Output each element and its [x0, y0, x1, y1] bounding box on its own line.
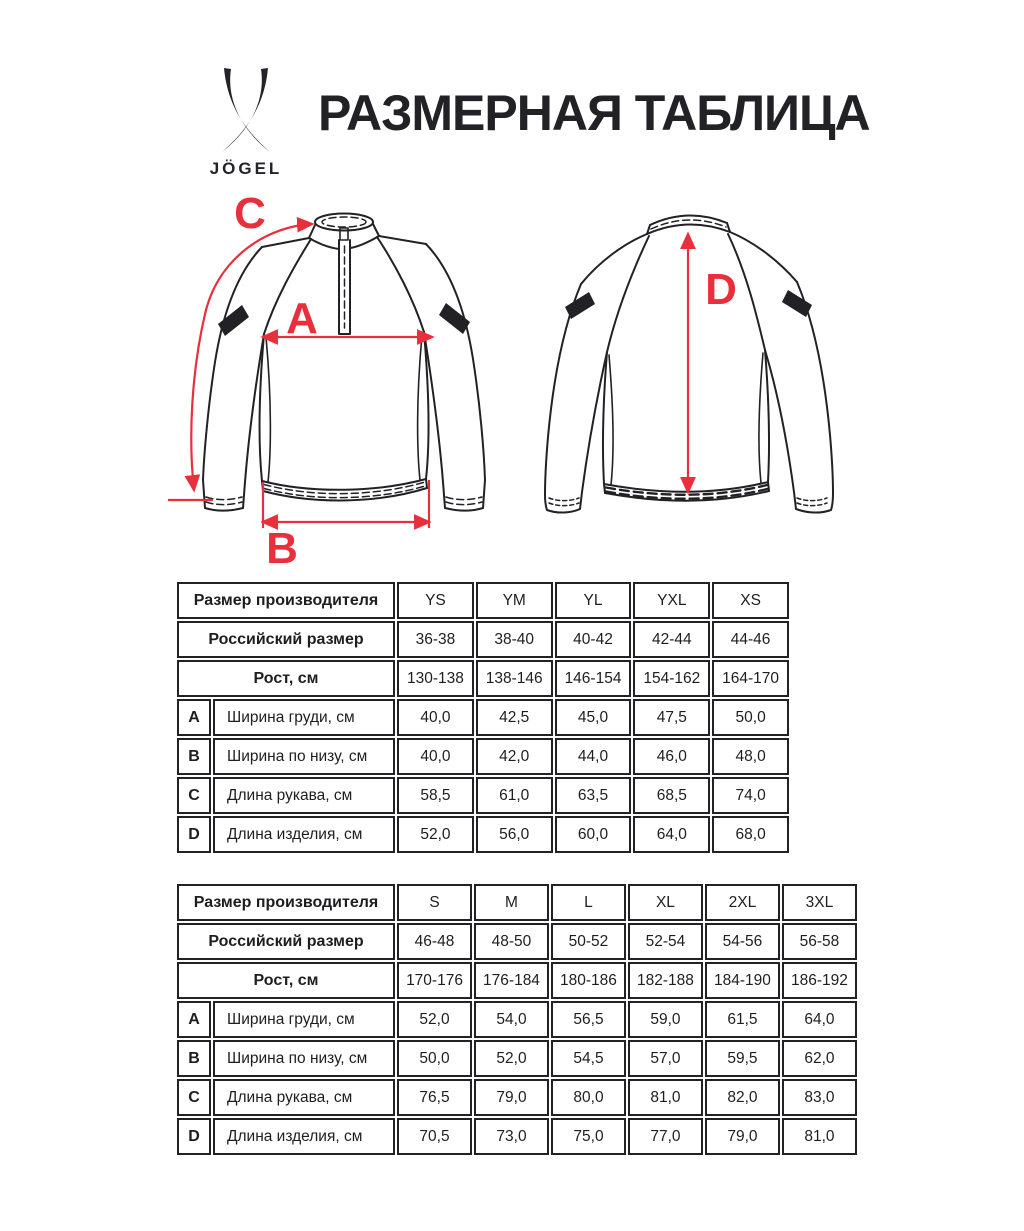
- value-cell: 63,5: [555, 777, 632, 814]
- size-cell: 38-40: [476, 621, 553, 658]
- size-cell: L: [551, 884, 626, 921]
- measure-label-d: D: [705, 265, 737, 314]
- page-title: РАЗМЕРНАЯ ТАБЛИЦА: [318, 85, 870, 141]
- table-row: [177, 1001, 857, 1038]
- size-cell: S: [397, 884, 472, 921]
- table-row: [177, 962, 857, 999]
- value-cell: 47,5: [633, 699, 710, 736]
- value-cell: 76,5: [397, 1079, 472, 1116]
- table-row: [177, 1118, 857, 1155]
- header-label: Российский размер: [177, 923, 395, 960]
- size-cell: 46-48: [397, 923, 472, 960]
- value-cell: 46,0: [633, 738, 710, 775]
- value-cell: 82,0: [705, 1079, 780, 1116]
- value-cell: 40,0: [397, 738, 474, 775]
- garment-back-diagram: [543, 192, 893, 577]
- back-measure-annotations: [688, 234, 737, 492]
- front-measure-annotations: [168, 192, 432, 572]
- value-cell: 81,0: [782, 1118, 857, 1155]
- size-cell: 164-170: [712, 660, 789, 697]
- table-row: [177, 621, 789, 658]
- size-cell: 130-138: [397, 660, 474, 697]
- size-cell: 170-176: [397, 962, 472, 999]
- table-row: [177, 660, 789, 697]
- size-cell: 146-154: [555, 660, 632, 697]
- header-label: Рост, см: [177, 660, 395, 697]
- value-cell: 48,0: [712, 738, 789, 775]
- header-label: Размер производителя: [177, 582, 395, 619]
- value-cell: 56,0: [476, 816, 553, 853]
- size-cell: XS: [712, 582, 789, 619]
- size-cell: 50-52: [551, 923, 626, 960]
- value-cell: 54,0: [474, 1001, 549, 1038]
- measure-name-cell: Ширина груди, см: [213, 699, 395, 736]
- size-cell: YXL: [633, 582, 710, 619]
- size-cell: XL: [628, 884, 703, 921]
- value-cell: 59,0: [628, 1001, 703, 1038]
- value-cell: 75,0: [551, 1118, 626, 1155]
- value-cell: 81,0: [628, 1079, 703, 1116]
- size-cell: 44-46: [712, 621, 789, 658]
- size-cell: YM: [476, 582, 553, 619]
- size-cell: 2XL: [705, 884, 780, 921]
- value-cell: 50,0: [712, 699, 789, 736]
- measure-name-cell: Длина изделия, см: [213, 816, 395, 853]
- size-cell: 56-58: [782, 923, 857, 960]
- value-cell: 59,5: [705, 1040, 780, 1077]
- value-cell: 64,0: [782, 1001, 857, 1038]
- value-cell: 79,0: [474, 1079, 549, 1116]
- jogel-logo: [186, 68, 306, 179]
- value-cell: 42,5: [476, 699, 553, 736]
- jogel-v-mark-icon: [214, 68, 278, 156]
- adult-size-table: [175, 882, 859, 1157]
- size-cell: 54-56: [705, 923, 780, 960]
- value-cell: 52,0: [397, 1001, 472, 1038]
- size-cell: YS: [397, 582, 474, 619]
- table-row: [177, 884, 857, 921]
- value-cell: 57,0: [628, 1040, 703, 1077]
- measure-name-cell: Длина рукава, см: [213, 777, 395, 814]
- measure-name-cell: Ширина груди, см: [213, 1001, 395, 1038]
- table-row: [177, 923, 857, 960]
- table-row: [177, 1040, 857, 1077]
- letter-cell: D: [177, 816, 211, 853]
- size-cell: 154-162: [633, 660, 710, 697]
- value-cell: 61,5: [705, 1001, 780, 1038]
- value-cell: 50,0: [397, 1040, 472, 1077]
- letter-cell: B: [177, 1040, 211, 1077]
- value-cell: 77,0: [628, 1118, 703, 1155]
- letter-cell: C: [177, 1079, 211, 1116]
- letter-cell: D: [177, 1118, 211, 1155]
- value-cell: 68,0: [712, 816, 789, 853]
- table-row: [177, 1079, 857, 1116]
- value-cell: 54,5: [551, 1040, 626, 1077]
- table-row: [177, 738, 789, 775]
- size-cell: 3XL: [782, 884, 857, 921]
- measure-label-b: B: [266, 524, 298, 572]
- front-garment-outline: [203, 214, 485, 511]
- value-cell: 74,0: [712, 777, 789, 814]
- size-cell: 138-146: [476, 660, 553, 697]
- size-cell: 180-186: [551, 962, 626, 999]
- value-cell: 70,5: [397, 1118, 472, 1155]
- measure-name-cell: Длина рукава, см: [213, 1079, 395, 1116]
- size-cell: 52-54: [628, 923, 703, 960]
- size-cell: 40-42: [555, 621, 632, 658]
- header-label: Размер производителя: [177, 884, 395, 921]
- size-cell: YL: [555, 582, 632, 619]
- letter-cell: B: [177, 738, 211, 775]
- value-cell: 64,0: [633, 816, 710, 853]
- size-cell: 36-38: [397, 621, 474, 658]
- measure-label-a: A: [286, 294, 318, 343]
- value-cell: 80,0: [551, 1079, 626, 1116]
- value-cell: 73,0: [474, 1118, 549, 1155]
- size-cell: M: [474, 884, 549, 921]
- header-label: Российский размер: [177, 621, 395, 658]
- table-row: [177, 777, 789, 814]
- letter-cell: C: [177, 777, 211, 814]
- table-row: [177, 582, 789, 619]
- measure-name-cell: Длина изделия, см: [213, 1118, 395, 1155]
- letter-cell: A: [177, 1001, 211, 1038]
- measure-arrow-c: [191, 224, 312, 490]
- value-cell: 45,0: [555, 699, 632, 736]
- measure-label-c: C: [234, 192, 266, 238]
- value-cell: 44,0: [555, 738, 632, 775]
- value-cell: 52,0: [397, 816, 474, 853]
- value-cell: 61,0: [476, 777, 553, 814]
- value-cell: 56,5: [551, 1001, 626, 1038]
- letter-cell: A: [177, 699, 211, 736]
- measure-name-cell: Ширина по низу, см: [213, 1040, 395, 1077]
- brand-wordmark: JÖGEL: [209, 159, 283, 178]
- value-cell: 62,0: [782, 1040, 857, 1077]
- size-cell: 48-50: [474, 923, 549, 960]
- size-cell: 42-44: [633, 621, 710, 658]
- value-cell: 60,0: [555, 816, 632, 853]
- size-cell: 182-188: [628, 962, 703, 999]
- header-label: Рост, см: [177, 962, 395, 999]
- value-cell: 58,5: [397, 777, 474, 814]
- measure-name-cell: Ширина по низу, см: [213, 738, 395, 775]
- value-cell: 68,5: [633, 777, 710, 814]
- size-cell: 184-190: [705, 962, 780, 999]
- size-cell: 186-192: [782, 962, 857, 999]
- value-cell: 79,0: [705, 1118, 780, 1155]
- table-row: [177, 816, 789, 853]
- table-row: [177, 699, 789, 736]
- value-cell: 52,0: [474, 1040, 549, 1077]
- value-cell: 42,0: [476, 738, 553, 775]
- size-cell: 176-184: [474, 962, 549, 999]
- value-cell: 40,0: [397, 699, 474, 736]
- value-cell: 83,0: [782, 1079, 857, 1116]
- garment-front-diagram: [163, 192, 533, 577]
- youth-size-table: [175, 580, 791, 855]
